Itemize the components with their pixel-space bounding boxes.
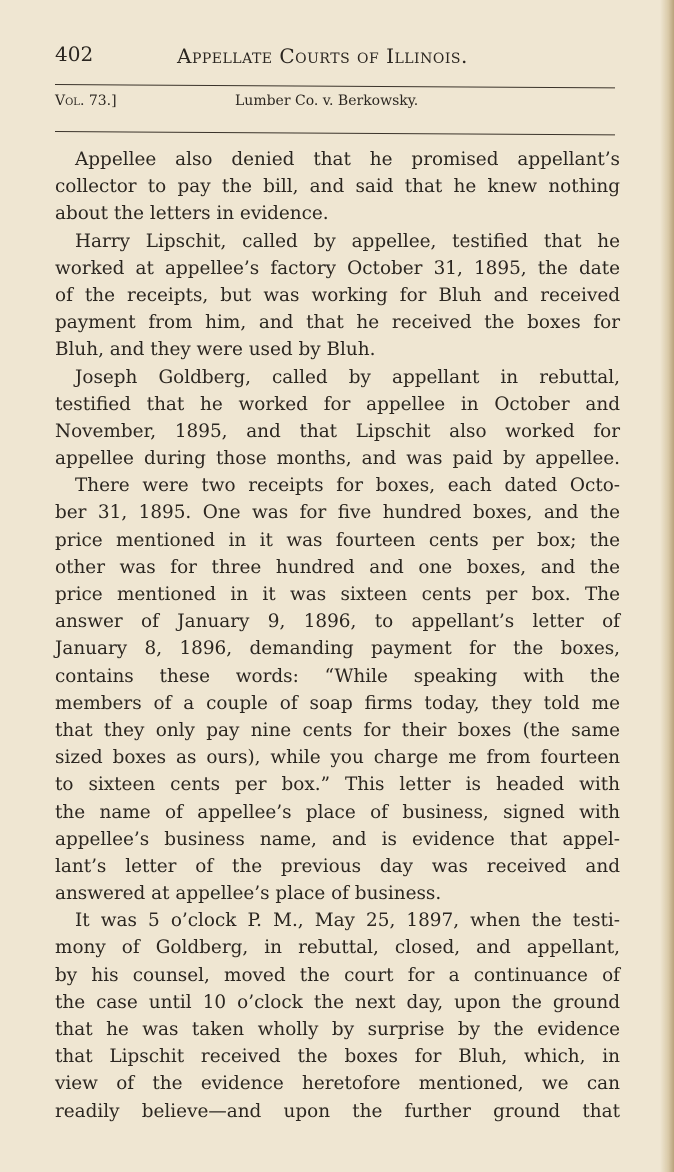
text-line: appellee during those months, and was paid by appellee. (55, 448, 620, 470)
text-line: answered at appellee’s place of business. (55, 883, 442, 905)
text-line: about the letters in evidence. (55, 203, 329, 225)
text-line: January 8, 1896, demanding payment for the boxes, (55, 638, 620, 660)
text-line: that Lipschit received the boxes for Bluh, which, in (55, 1046, 620, 1068)
page-edge (660, 0, 674, 1172)
text-line: members of a couple of soap firms today, they told me (55, 692, 620, 714)
text-line: answer of January 9, 1896, to appellant’s letter of (55, 611, 620, 633)
text-line: view of the evidence heretofore mentioned, we can (55, 1073, 620, 1095)
running-title: Appellate Courts of Illinois. (177, 44, 468, 68)
text-line: ber 31, 1895. One was for five hundred boxes, and the (55, 502, 620, 524)
text-line: that they only pay nine cents for their boxes (the same (55, 719, 620, 741)
text-line: Appellee also denied that he promised appellant’s (75, 149, 620, 170)
text-line: sized boxes as ours), while you charge me from fourteen (55, 747, 620, 769)
volume-label: Vol. 73.] (55, 93, 117, 109)
header-rule-top (55, 84, 615, 88)
text-line: collector to pay the bill, and said that he knew nothing (55, 176, 620, 198)
text-line: other was for three hundred and one boxes, and the (55, 556, 620, 578)
text-line: of the receipts, but was working for Bluh and received (55, 284, 620, 306)
text-line: by his counsel, moved the court for a continuance of (55, 964, 620, 986)
text-line: price mentioned in it was sixteen cents per box. The (55, 584, 620, 605)
text-line: There were two receipts for boxes, each dated Octo- (75, 475, 620, 497)
text-line: Harry Lipschit, called by appellee, testified that he (75, 230, 620, 252)
text-line: worked at appellee’s factory October 31, 1895, the date (55, 257, 620, 279)
text-line: price mentioned in it was fourteen cents per box; the (55, 529, 620, 551)
text-line: to sixteen cents per box.” This letter is headed with (55, 774, 620, 796)
text-line: payment from him, and that he received the boxes for (55, 312, 620, 334)
text-line: November, 1895, and that Lipschit also worked for (55, 420, 620, 442)
text-line: appellee’s business name, and is evidence that appel- (55, 828, 620, 850)
text-line: It was 5 o’clock P. M., May 25, 1897, when the testi- (75, 910, 620, 932)
header-rule-bottom (55, 131, 615, 135)
text-line: mony of Goldberg, in rebuttal, closed, and appellant, (55, 937, 620, 959)
text-line: readily believe—and upon the further ground that (55, 1100, 620, 1122)
page-number: 402 (55, 42, 94, 66)
body-text (55, 146, 620, 1125)
text-line: that he was taken wholly by surprise by the evidence (55, 1019, 620, 1040)
text-line: the name of appellee’s place of business, signed with (55, 801, 620, 823)
text-line: contains these words: “While speaking with the (55, 665, 620, 687)
text-line: the case until 10 o’clock the next day, upon the ground (55, 991, 620, 1013)
text-line: Bluh, and they were used by Bluh. (55, 339, 376, 361)
text-line: Joseph Goldberg, called by appellant in rebuttal, (75, 366, 620, 388)
text-line: testified that he worked for appellee in October and (55, 393, 620, 415)
case-title: Lumber Co. v. Berkowsky. (235, 93, 419, 109)
text-line: lant’s letter of the previous day was received and (55, 855, 620, 877)
